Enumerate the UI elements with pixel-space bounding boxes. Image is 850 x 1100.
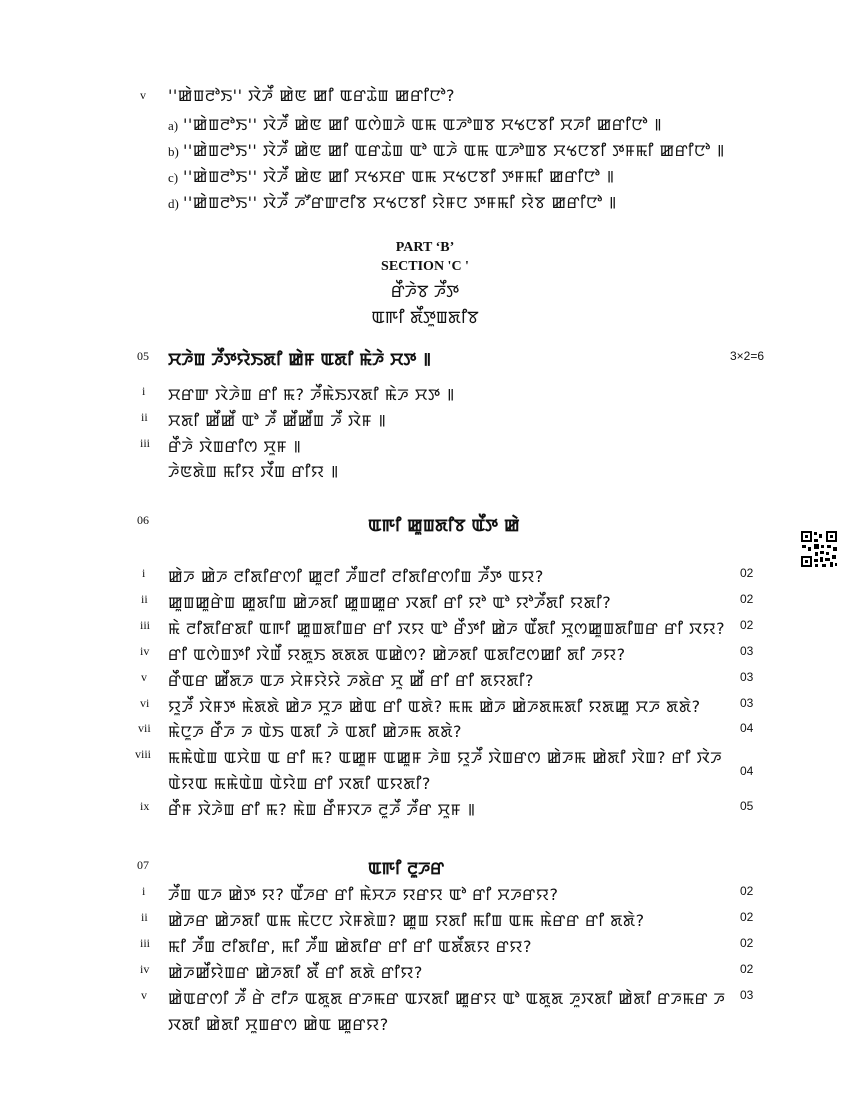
item-text: ꯃꯃꯥꯑꯥꯡ ꯑꯆꯥꯡ ꯑ ꯔꯤ ꯃ? ꯑꯀꯨꯝ ꯑꯀꯨꯝ ꯍꯥꯡ ꯌꯨꯍꯩ ꯋꯥꯡꯔꯁ ꯀꯥꯍꯃ ꯀꯥꯗꯤ ꯋꯥꯡ? ꯔꯤ ꯋꯥꯍ [168,748,723,767]
item-text: ꯀꯨꯡꯀꯨꯔꯥꯡ ꯀꯨꯗꯤꯡ ꯀꯥꯍꯗꯤ ꯀꯨꯡꯀꯨꯔ ꯋꯗꯤ ꯔꯤ ꯌꯣ ꯑꯣ ꯌꯣꯍꯩꯗꯤ ꯌꯗꯤ? [168,593,612,612]
question-text: ''ꯀꯥꯡꯂꯣꯏ'' ꯋꯥꯍꯩ ꯀꯥꯟ ꯀꯤ ꯑꯔꯊꯥꯡ ꯀꯔꯤꯅꯣ? [168,86,456,105]
item-marks: 02 [740,592,754,606]
option-text: ''ꯀꯥꯡꯂꯣꯏ'' ꯋꯥꯍꯩ ꯀꯥꯟ ꯀꯤ ꯑꯁꯥꯡꯍꯥ ꯑꯃ ꯑꯍꯣꯡꯕ ꯆꯠꯅꯕꯤ ꯆꯍꯤ ꯀꯔꯤꯅꯣ ꯫ [183,115,663,134]
item-marks: 02 [740,884,754,898]
item-marks: 02 [740,936,754,950]
item-text: ꯍꯩꯡ ꯑꯍ ꯀꯥꯇ ꯌ? ꯑꯩꯍꯔ ꯔꯤ ꯃꯥꯆꯍ ꯌꯔꯌ ꯑꯣ ꯔꯤ ꯆꯍꯔꯌ? [168,885,559,904]
question-number: 05 [137,349,149,363]
option-letter: c) [168,170,179,185]
question-marks: 3×2=6 [730,349,765,363]
question-number: 07 [137,858,149,872]
item-number: v [141,988,147,1002]
item-number: ix [140,799,150,813]
item-text: ꯀꯥꯑꯔꯁꯤ ꯍꯩ ꯔꯥ ꯂꯤꯍ ꯑꯗꯨꯗ ꯔꯍꯃꯔ ꯑꯋꯗꯤ ꯀꯨꯔꯌ ꯑꯣ ꯑꯗꯨꯗ ꯍꯨꯋꯗꯤ ꯀꯥꯗꯤ ꯔꯍꯃꯔ ꯍ [168,989,726,1008]
item-number: ii [141,592,148,606]
item-marks: 05 [740,799,754,813]
option-text: ''ꯀꯥꯡꯂꯣꯏ'' ꯋꯥꯍꯩ ꯀꯥꯟ ꯀꯤ ꯑꯔꯊꯥꯡ ꯑꯣ ꯑꯍꯥ ꯑꯃ ꯑꯍꯣꯡꯕ ꯆꯠꯅꯕꯤ ꯇꯝꯃꯤ ꯀꯔꯤꯅꯣ ꯫ [183,141,725,160]
item-number: iv [140,644,150,658]
item-number: iv [140,962,150,976]
item-text: ꯔꯩꯍꯥ ꯋꯥꯡꯔꯤꯁ ꯆꯨꯝ ꯫ [168,437,302,456]
item-marks: 03 [740,644,754,658]
item-text: ꯃꯥꯅꯨꯍ ꯔꯩꯍ ꯍ ꯑꯥꯏ ꯑꯗꯤ ꯍꯥ ꯑꯗꯤ ꯀꯥꯍꯃ ꯗꯗꯥ? [168,722,463,741]
item-text: ꯃꯥ ꯂꯤꯗꯤꯔꯗꯤ ꯑꯒꯤ ꯀꯨꯡꯗꯤꯡꯔ ꯔꯤ ꯋꯌ ꯑꯣ ꯔꯩꯇꯤ ꯀꯥꯍ ꯑꯩꯗꯤ ꯆꯨꯁꯀꯨꯡꯗꯤꯡꯔ ꯔꯤ ꯋꯌ? [168,619,726,638]
item-marks: 03 [740,696,754,710]
option-letter: a) [168,118,179,133]
item-text: ꯔꯤ ꯑꯁꯥꯡꯇꯤ ꯋꯥꯡꯩ ꯌꯗꯨꯏ ꯗꯗꯗ ꯑꯀꯥꯁ? ꯀꯥꯍꯗꯤ ꯑꯗꯤꯂꯁꯀꯤ ꯗꯤ ꯍꯌ? [168,645,626,664]
item-number: i [142,384,146,398]
item-text: ꯃꯤ ꯍꯩꯡ ꯂꯤꯗꯤꯔ, ꯃꯤ ꯍꯩꯡ ꯀꯥꯗꯤꯔ ꯔꯤ ꯔꯤ ꯑꯗꯩꯗꯌ ꯔꯌ? [168,937,532,956]
item-marks: 04 [740,764,754,778]
item-text-continued: ꯋꯗꯤ ꯀꯥꯗꯤ ꯆꯨꯡꯔꯁ ꯀꯥꯑ ꯀꯨꯔꯌ? [168,1015,389,1034]
item-number: i [142,884,146,898]
item-marks: 02 [740,962,754,976]
item-text: ꯍꯥꯟꯗꯥꯡ ꯃꯤꯌ ꯋꯩꯡ ꯔꯤꯌ ꯫ [168,462,339,481]
item-text: ꯔꯩꯑꯔ ꯀꯩꯗꯍ ꯑꯍ ꯆꯥꯝꯌꯥꯌꯥ ꯍꯗꯥꯔ ꯆꯨ ꯀꯩ ꯔꯤ ꯔꯤ ꯗꯌꯗꯤ? [168,671,535,690]
item-marks: 02 [740,618,754,632]
item-marks: 02 [740,910,754,924]
item-number: iii [140,436,151,450]
qr-code-icon [800,530,838,568]
part-heading: PART ‘B’ [395,240,455,255]
item-text: ꯆꯗꯤ ꯀꯩꯀꯩ ꯑꯣ ꯍꯩ ꯀꯩꯀꯩꯡ ꯍꯩ ꯋꯥꯝ ꯫ [168,411,387,430]
section-script-title: ꯔꯩꯍꯥꯕ ꯍꯩꯇ [390,282,460,302]
item-text-continued: ꯑꯥꯌꯑ ꯃꯃꯥꯑꯥꯡ ꯑꯥꯌꯥꯡ ꯔꯤ ꯋꯗꯤ ꯑꯌꯗꯤ? [168,774,431,793]
section-heading: SECTION 'C ' [381,259,469,274]
item-marks: 03 [740,988,754,1002]
item-number: iii [140,936,151,950]
item-number: v [141,670,147,684]
item-number: i [142,566,146,580]
item-number: vi [140,696,150,710]
item-text: ꯀꯥꯍꯔ ꯀꯥꯍꯗꯤ ꯑꯃ ꯃꯥꯅꯅ ꯋꯥꯝꯗꯥꯡ? ꯀꯨꯡ ꯌꯗꯤ ꯃꯤꯡ ꯑꯃ ꯃꯥꯔꯔ ꯔꯤ ꯗꯗꯥ? [168,911,645,930]
question-title: ꯆꯍꯥꯡ ꯍꯩꯇꯌꯥꯏꯗꯤ ꯀꯥꯝ ꯑꯗꯤ ꯃꯥꯍꯥ ꯆꯇ ꯫ [168,350,431,370]
option-letter: d) [168,196,179,211]
item-text: ꯀꯥꯍ ꯀꯥꯍ ꯂꯤꯗꯤꯔꯁꯤ ꯀꯨꯂꯤ ꯍꯩꯡꯂꯤ ꯂꯤꯗꯤꯔꯁꯤꯡ ꯍꯩꯇ ꯑꯌ? [168,567,544,586]
item-number: ii [141,410,148,424]
option-text: ''ꯀꯥꯡꯂꯣꯏ'' ꯋꯥꯍꯩ ꯀꯥꯟ ꯀꯤ ꯆꯠꯆꯔ ꯑꯃ ꯆꯠꯅꯕꯤ ꯇꯝꯃꯤ ꯀꯔꯤꯅꯣ ꯫ [183,167,615,186]
item-text: ꯆꯔꯛ ꯋꯥꯍꯥꯡ ꯔꯤ ꯃ? ꯍꯩꯃꯥꯏꯋꯗꯤ ꯃꯥꯍ ꯆꯇ ꯫ [168,385,455,404]
item-marks: 02 [740,566,754,580]
item-text: ꯔꯩꯝ ꯋꯥꯍꯥꯡ ꯔꯤ ꯃ? ꯃꯥꯡ ꯔꯩꯝꯋꯍ ꯂꯨꯍꯩ ꯍꯩꯔ ꯆꯨꯝ ꯫ [168,800,476,819]
item-marks: 04 [740,721,754,735]
item-text: ꯌꯨꯍꯩ ꯋꯥꯝꯇ ꯃꯥꯗꯗꯥ ꯀꯥꯍ ꯆꯨꯍ ꯀꯥꯑ ꯔꯤ ꯑꯗꯥ? ꯃꯃ ꯀꯥꯍ ꯀꯥꯍꯗꯃꯗꯤ ꯌꯗꯀꯨ ꯆꯍ ꯗꯗꯥ? [168,697,701,716]
item-number: vii [138,721,151,735]
option-text: ''ꯀꯥꯡꯂꯣꯏ'' ꯋꯥꯍꯩ ꯍꯧꯔꯛꯂꯤꯕ ꯆꯠꯅꯕꯤ ꯌꯥꯝꯅ ꯇꯝꯃꯤ ꯌꯥꯕ ꯀꯔꯤꯅꯣ ꯫ [183,193,617,212]
item-number: viii [135,747,152,761]
item-marks: 03 [740,670,754,684]
item-number: ii [141,910,148,924]
option-letter: b) [168,144,179,159]
question-number: v [140,88,146,102]
question-title: ꯑꯒꯤ ꯂꯨꯍꯔ [368,859,445,879]
item-text: ꯀꯥꯍꯀꯩꯌꯥꯡꯔ ꯀꯥꯍꯗꯤ ꯗꯩ ꯔꯤ ꯗꯗꯥ ꯔꯤꯌ? [168,963,423,982]
question-title: ꯑꯒꯤ ꯀꯨꯡꯗꯤꯕ ꯑꯩꯇ ꯀꯥ [368,516,520,536]
item-number: iii [140,618,151,632]
section-script-subtitle: ꯑꯒꯤ ꯗꯩꯇꯨꯡꯗꯤꯕ [371,308,479,328]
question-number: 06 [137,513,149,527]
